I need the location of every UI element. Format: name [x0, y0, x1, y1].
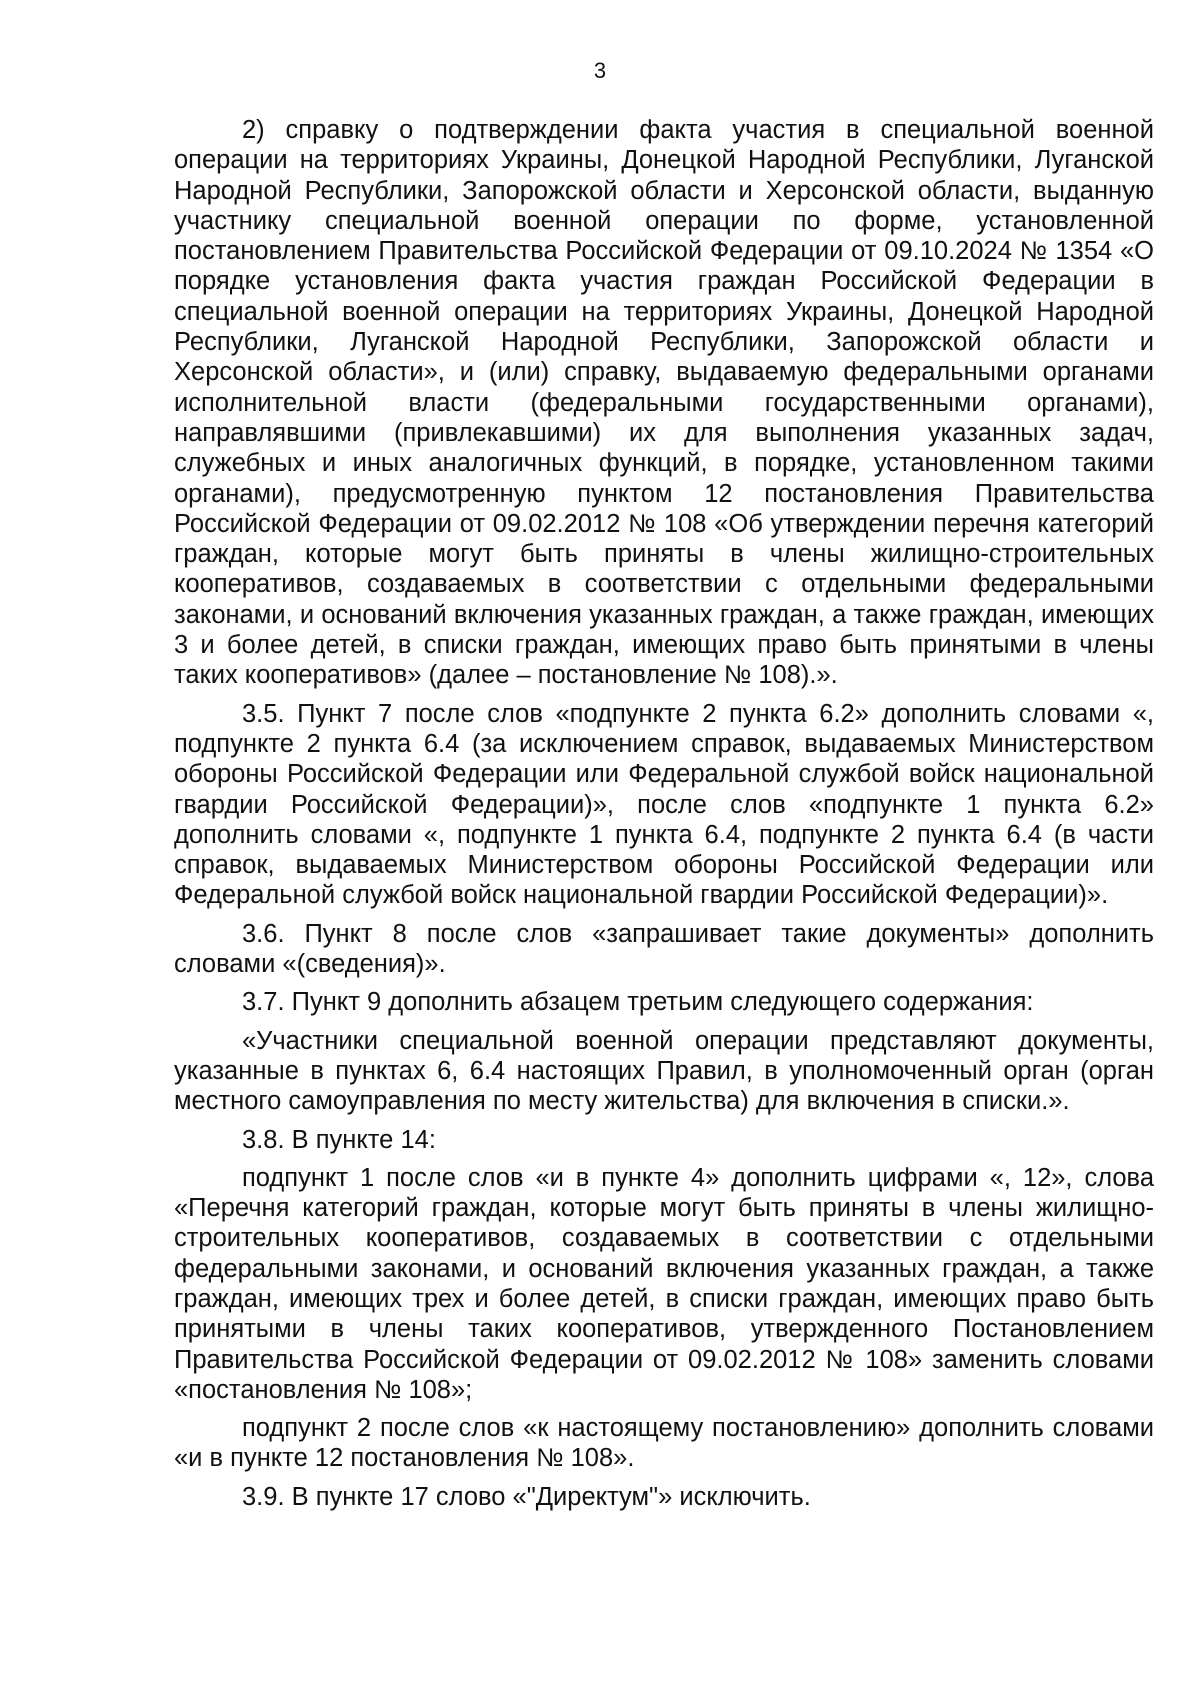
document-body [174, 115, 1154, 1512]
paragraph-3-8-subitem-1: подпункт 1 после слов «и в пункте 4» дополнить цифрами «, 12», слова «Перечня категорий граждан, которые могут быть приняты в члены жилищно-строительных кооперативов, создаваемых в соответствии с отдельными федеральными законами, и оснований включения указанных граждан, а также граждан, имеющих трех и более детей, в списки граждан, имеющих право быть принятыми в члены таких кооперативов, утвержденного Постановлением Правительства Российской Федерации от 09.02.2012 № 108» заменить словами «постановления № 108»; [174, 1163, 1154, 1404]
paragraph-3-7: 3.7. Пункт 9 дополнить абзацем третьим следующего содержания: [242, 988, 1034, 1017]
paragraph-3-8-subitem-2: подпункт 2 после слов «к настоящему постановлению» дополнить словами «и в пункте 12 постановления № 108». [174, 1414, 1154, 1473]
paragraph-3-5: 3.5. Пункт 7 после слов «подпункте 2 пункта 6.2» дополнить словами «, подпункте 2 пункта 6.4 (за исключением справок, выдаваемых Министерством обороны Российской Федерации или Федеральной службой войск национальной гвардии Российской Федерации)», после слов «подпункте 1 пункта 6.2» дополнить словами «, подпункте 1 пункта 6.4, подпункте 2 пункта 6.4 (в части справок, выдаваемых Министерством обороны Российской Федерации или Федеральной службой войск национальной гвардии Российской Федерации)». [174, 699, 1154, 910]
paragraph-item-2-certificate: 2) справку о подтверждении факта участия в специальной военной операции на территориях Украины, Донецкой Народной Республики, Луганской Народной Республики, Запорожской области и Херсонской области, выданную участнику специальной военной операции по форме, установленной постановлением Правительства Российской Федерации от 09.10.2024 № 1354 «О порядке установления факта участия граждан Российской Федерации в специальной военной операции на территориях Украины, Донецкой Народной Республики, Луганской Народной Республики, Запорожской области и Херсонской области», и (или) справку, выдаваемую федеральными органами исполнительной власти (федеральными государственными органами), направлявшими (привлекавшими) их для выполнения указанных задач, служебных и иных аналогичных функций, в порядке, установленном такими органами), предусмотренную пунктом 12 постановления Правительства Российской Федерации от 09.02.2012 № 108 «Об утверждении перечня категорий граждан, которые могут быть приняты в члены жилищно-строительных кооперативов, создаваемых в соответствии с отдельными федеральными законами, и оснований включения указанных граждан, а также граждан, имеющих 3 и более детей, в списки граждан, имеющих право быть принятыми в члены таких кооперативов» (далее – постановление № 108).». [174, 116, 1154, 690]
paragraph-3-9: 3.9. В пункте 17 слово «"Директум"» исключить. [242, 1482, 811, 1511]
paragraph-3-7-quote: «Участники специальной военной операции представляют документы, указанные в пунктах 6, 6.4 настоящих Правил, в уполномоченный орган (орган местного самоуправления по месту жительства) для включения в списки.». [174, 1026, 1154, 1116]
paragraph-3-8: 3.8. В пункте 14: [242, 1125, 436, 1154]
paragraph-3-6: 3.6. Пункт 8 после слов «запрашивает такие документы» дополнить словами «(сведения)». [174, 919, 1154, 979]
page-number: 3 [593, 58, 607, 83]
